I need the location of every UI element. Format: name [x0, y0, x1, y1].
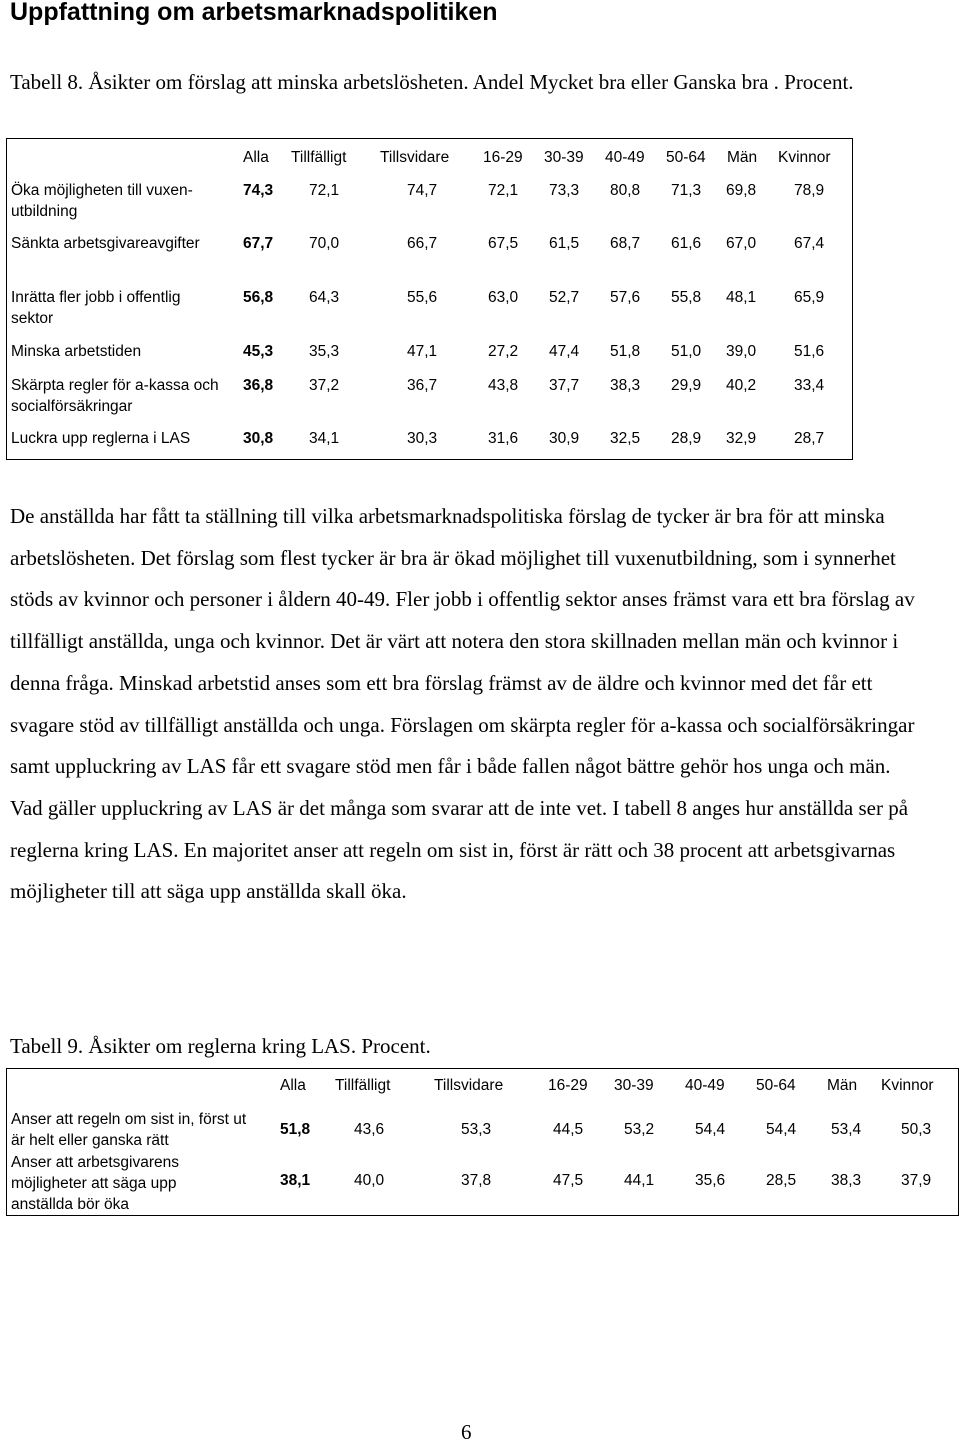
table9-cell: 35,6	[695, 1172, 726, 1189]
table8-row-label: Inrätta fler jobb i offentlig sektor	[11, 289, 181, 327]
table9-cell: 44,1	[624, 1172, 655, 1189]
table8-cell: 61,6	[671, 235, 702, 252]
table8-cell: 52,7	[549, 289, 580, 306]
table8-header-50-64: 50-64	[666, 149, 706, 166]
table8-cell: 45,3	[243, 343, 274, 360]
table9-header-tillfalligt: Tillfälligt	[335, 1077, 391, 1094]
table8-cell: 33,4	[794, 377, 825, 394]
table8-cell: 34,1	[309, 430, 340, 447]
body-paragraph: De anställda har fått ta ställning till vilka arbetsmarknadspolitiska förslag de tycker är bra för att minska arbetslösheten. Det förslag som flest tycker är bra är ökad möjlighet till vuxenutbildning, som i synnerhet stöds av kvinnor och personer i åldern 40-49. Fler jobb i offentlig sektor anses främst vara ett bra förslag av tillfälligt anställda, unga och kvinnor. Det är värt att notera den stora skillnaden mellan män och kvinnor i denna fråga. Minskad arbetstid anses som ett bra förslag främst av de äldre och kvinnor med det får ett svagare stöd av tillfälligt anställda och unga. Förslagen om skärpta regler för a-kassa och socialförsäkringar samt uppluckring av LAS får ett svagare stöd men får i både fallen något bättre gehör hos unga och män. Vad gäller uppluckring av LAS är det många som svarar att de inte vet. I tabell 8 anges hur anställda ser på reglerna kring LAS. En majoritet anser att regeln om sist in, först är rätt och 38 procent att arbetsgivarnas möjligheter till att säga upp anställda skall öka.	[10, 504, 915, 904]
table9-header-alla: Alla	[280, 1077, 306, 1094]
table8-cell: 64,3	[309, 289, 340, 306]
table8-cell: 47,4	[549, 343, 580, 360]
table9-cell: 47,5	[553, 1172, 584, 1189]
table8-header-man: Män	[727, 149, 758, 166]
table8-cell: 51,0	[671, 343, 702, 360]
table8-cell: 67,7	[243, 235, 274, 252]
table8-cell: 35,3	[309, 343, 340, 360]
table9-cell: 37,9	[901, 1172, 932, 1189]
table8-cell: 56,8	[243, 289, 274, 306]
table8-row-label: Minska arbetstiden	[11, 343, 142, 360]
table8-cell: 40,2	[726, 377, 757, 394]
table8-header-40-49: 40-49	[605, 149, 645, 166]
table9	[6, 1068, 959, 1216]
table8-row-label: Skärpta regler för a-kassa och socialförsäkringar	[11, 377, 219, 415]
table9-cell: 40,0	[354, 1172, 385, 1189]
table8-cell: 66,7	[407, 235, 438, 252]
table8-cell: 55,6	[407, 289, 438, 306]
table8-header-tillsvidare: Tillsvidare	[380, 149, 450, 166]
table8-cell: 71,3	[671, 182, 702, 199]
table8-cell: 55,8	[671, 289, 702, 306]
table9-header-kvinnor: Kvinnor	[881, 1077, 934, 1094]
table9-caption: Tabell 9. Åsikter om reglerna kring LAS. Procent.	[10, 1034, 431, 1058]
table9-cell: 53,4	[831, 1121, 862, 1138]
table9-cell: 50,3	[901, 1121, 932, 1138]
table9-cell: 44,5	[553, 1121, 584, 1138]
table8-cell: 68,7	[610, 235, 641, 252]
table8-cell: 51,6	[794, 343, 825, 360]
table8-cell: 43,8	[488, 377, 519, 394]
table8-cell: 69,8	[726, 182, 757, 199]
table8-cell: 73,3	[549, 182, 580, 199]
table8-cell: 65,9	[794, 289, 825, 306]
table9-cell: 54,4	[766, 1121, 797, 1138]
table8-cell: 30,8	[243, 430, 274, 447]
table8-cell: 78,9	[794, 182, 825, 199]
table8-cell: 74,7	[407, 182, 438, 199]
table8-cell: 72,1	[488, 182, 519, 199]
table8-cell: 32,9	[726, 430, 757, 447]
table9-cell: 53,2	[624, 1121, 655, 1138]
table8-cell: 36,7	[407, 377, 438, 394]
table8-cell: 67,4	[794, 235, 825, 252]
table8-cell: 70,0	[309, 235, 340, 252]
table8-cell: 28,7	[794, 430, 825, 447]
table8-cell: 63,0	[488, 289, 519, 306]
table8-header-30-39: 30-39	[544, 149, 584, 166]
table8-cell: 72,1	[309, 182, 340, 199]
table8-header-kvinnor: Kvinnor	[778, 149, 831, 166]
table9-header-man: Män	[827, 1077, 858, 1094]
table8-cell: 48,1	[726, 289, 757, 306]
table9-header-tillsvidare: Tillsvidare	[434, 1077, 504, 1094]
table8-cell: 32,5	[610, 430, 641, 447]
table8-cell: 67,0	[726, 235, 757, 252]
table8-row-label: Öka möjligheten till vuxen-utbildning	[11, 182, 193, 220]
table9-header-40-49: 40-49	[685, 1077, 725, 1094]
table8-cell: 29,9	[671, 377, 702, 394]
table9-header-30-39: 30-39	[614, 1077, 654, 1094]
table8-header-tillfalligt: Tillfälligt	[291, 149, 347, 166]
table9-cell: 38,3	[831, 1172, 862, 1189]
table9-header-50-64: 50-64	[756, 1077, 796, 1094]
table8-cell: 51,8	[610, 343, 641, 360]
table8-header-alla: Alla	[243, 149, 269, 166]
table8-cell: 67,5	[488, 235, 519, 252]
page-heading: Uppfattning om arbetsmarknadspolitiken	[10, 0, 498, 26]
table9-row-label: Anser att arbetsgivarens möjligheter att säga upp anställda bör öka	[11, 1154, 180, 1213]
table8-cell: 39,0	[726, 343, 757, 360]
table8	[6, 138, 853, 460]
table8-caption: Tabell 8. Åsikter om förslag att minska arbetslösheten. Andel Mycket bra eller Ganska bra . Procent.	[10, 70, 854, 94]
table8-cell: 27,2	[488, 343, 519, 360]
table8-cell: 37,2	[309, 377, 340, 394]
table8-cell: 37,7	[549, 377, 580, 394]
table8-row-label: Sänkta arbetsgivareavgifter	[11, 235, 200, 252]
table9-row-label: Anser att regeln om sist in, först ut är helt eller ganska rätt	[11, 1111, 247, 1149]
table8-cell: 36,8	[243, 377, 274, 394]
table8-cell: 80,8	[610, 182, 641, 199]
table9-cell: 38,1	[280, 1172, 311, 1189]
table8-cell: 38,3	[610, 377, 641, 394]
table8-cell: 30,9	[549, 430, 580, 447]
table8-cell: 47,1	[407, 343, 438, 360]
page-number: 6	[461, 1420, 472, 1444]
table8-cell: 57,6	[610, 289, 641, 306]
table9-cell: 51,8	[280, 1121, 311, 1138]
table8-cell: 61,5	[549, 235, 580, 252]
table9-header-16-29: 16-29	[548, 1077, 588, 1094]
table9-cell: 37,8	[461, 1172, 492, 1189]
table8-header-16-29: 16-29	[483, 149, 523, 166]
table9-cell: 53,3	[461, 1121, 492, 1138]
table9-cell: 28,5	[766, 1172, 797, 1189]
table8-cell: 30,3	[407, 430, 438, 447]
table8-row-label: Luckra upp reglerna i LAS	[11, 430, 191, 447]
table8-cell: 31,6	[488, 430, 519, 447]
table9-cell: 43,6	[354, 1121, 385, 1138]
table8-cell: 28,9	[671, 430, 702, 447]
table9-cell: 54,4	[695, 1121, 726, 1138]
table8-cell: 74,3	[243, 182, 274, 199]
